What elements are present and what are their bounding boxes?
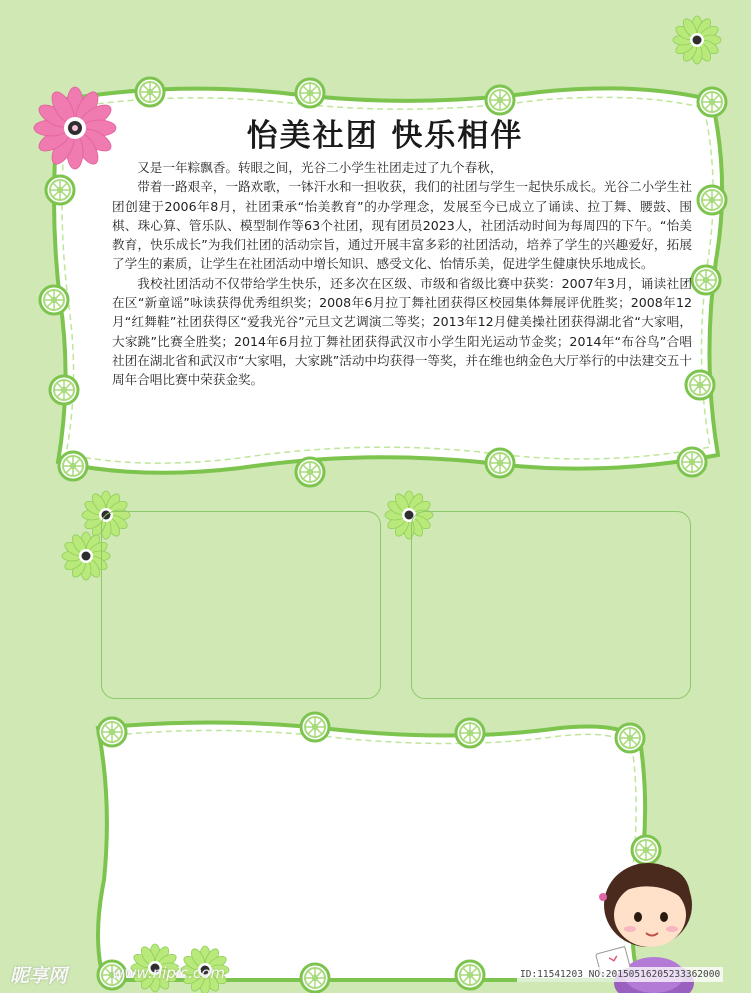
wheel-icon [301,964,329,992]
wheel-icon [296,79,324,107]
article-paragraph: 我校社团活动不仅带给学生快乐，还多次在区级、市级和省级比赛中获奖：2007年3月，诵读社团在区“新童谣”咏读获得优秀组织奖；2008年6月拉丁舞社团获得区校园集体舞展评优胜奖；2008年12月“红舞鞋”社团获得区“爱我光谷”元旦文艺调演二等奖；2013年12月健美操社团获得湖北省“大家唱，大家跳”比赛全胜奖；2014年6月拉丁舞社团获得武汉市小学生阳光运动节金奖；2014年“布谷鸟”合唱社团在湖北省和武汉市“大家唱，大家跳”活动中均获得一等奖，并在维也纳金色大厅举行的中法建交五十周年合唱比赛中荣获金奖。 [112,275,692,388]
watermark-url: www.nipic.com [112,964,226,982]
green-flower-icon [673,16,721,64]
wheel-icon [40,286,68,314]
wheel-icon [616,724,644,752]
wheel-icon [692,266,720,294]
wheel-icon [98,718,126,746]
wheel-icon [698,186,726,214]
article-paragraph: 又是一年粽飘香。转眼之间，光谷二小学生社团走过了九个春秋， [137,160,503,175]
wheel-icon [456,961,484,989]
wheel-icon [456,719,484,747]
watermark-logo: 昵享网 [10,965,68,987]
wheel-icon [678,448,706,476]
empty-box-left [101,511,381,699]
watermark-id: ID:11541203 NO:20150516205233362000 [517,967,723,982]
poster-title: 怡美社团 快乐相伴 [246,118,524,154]
empty-box-right [411,511,691,699]
wheel-icon [486,449,514,477]
lower-frame [98,722,645,980]
article-paragraph: 带着一路艰辛，一路欢歌，一钵汗水和一担收获，我们的社团与学生一起快乐成长。光谷二小学生社团创建于2006年8月，社团秉承“怡美教育”的办学理念，发展至今已成立了诵读、拉丁舞、腰鼓、围棋、珠心算、管乐队、模型制作等63个社团，现有团员2023人，社团活动时间为每周四的下午。“怡美教育，快乐成长”为我们社团的活动宗旨，通过开展丰富多彩的社团活动，培养了学生的兴趣爱好，拓展了学生的素质，让学生在社团活动中增长知识、感受文化、怡情乐美，促进学生健康快乐地成长。 [112,179,692,272]
wheel-icon [136,78,164,106]
wheel-icon [698,88,726,116]
wheel-icon [296,458,324,486]
wheel-icon [632,836,660,864]
wheel-icon [50,376,78,404]
wheel-icon [59,452,87,480]
wheel-icon [301,713,329,741]
article-body [112,158,692,390]
wheel-icon [46,176,74,204]
